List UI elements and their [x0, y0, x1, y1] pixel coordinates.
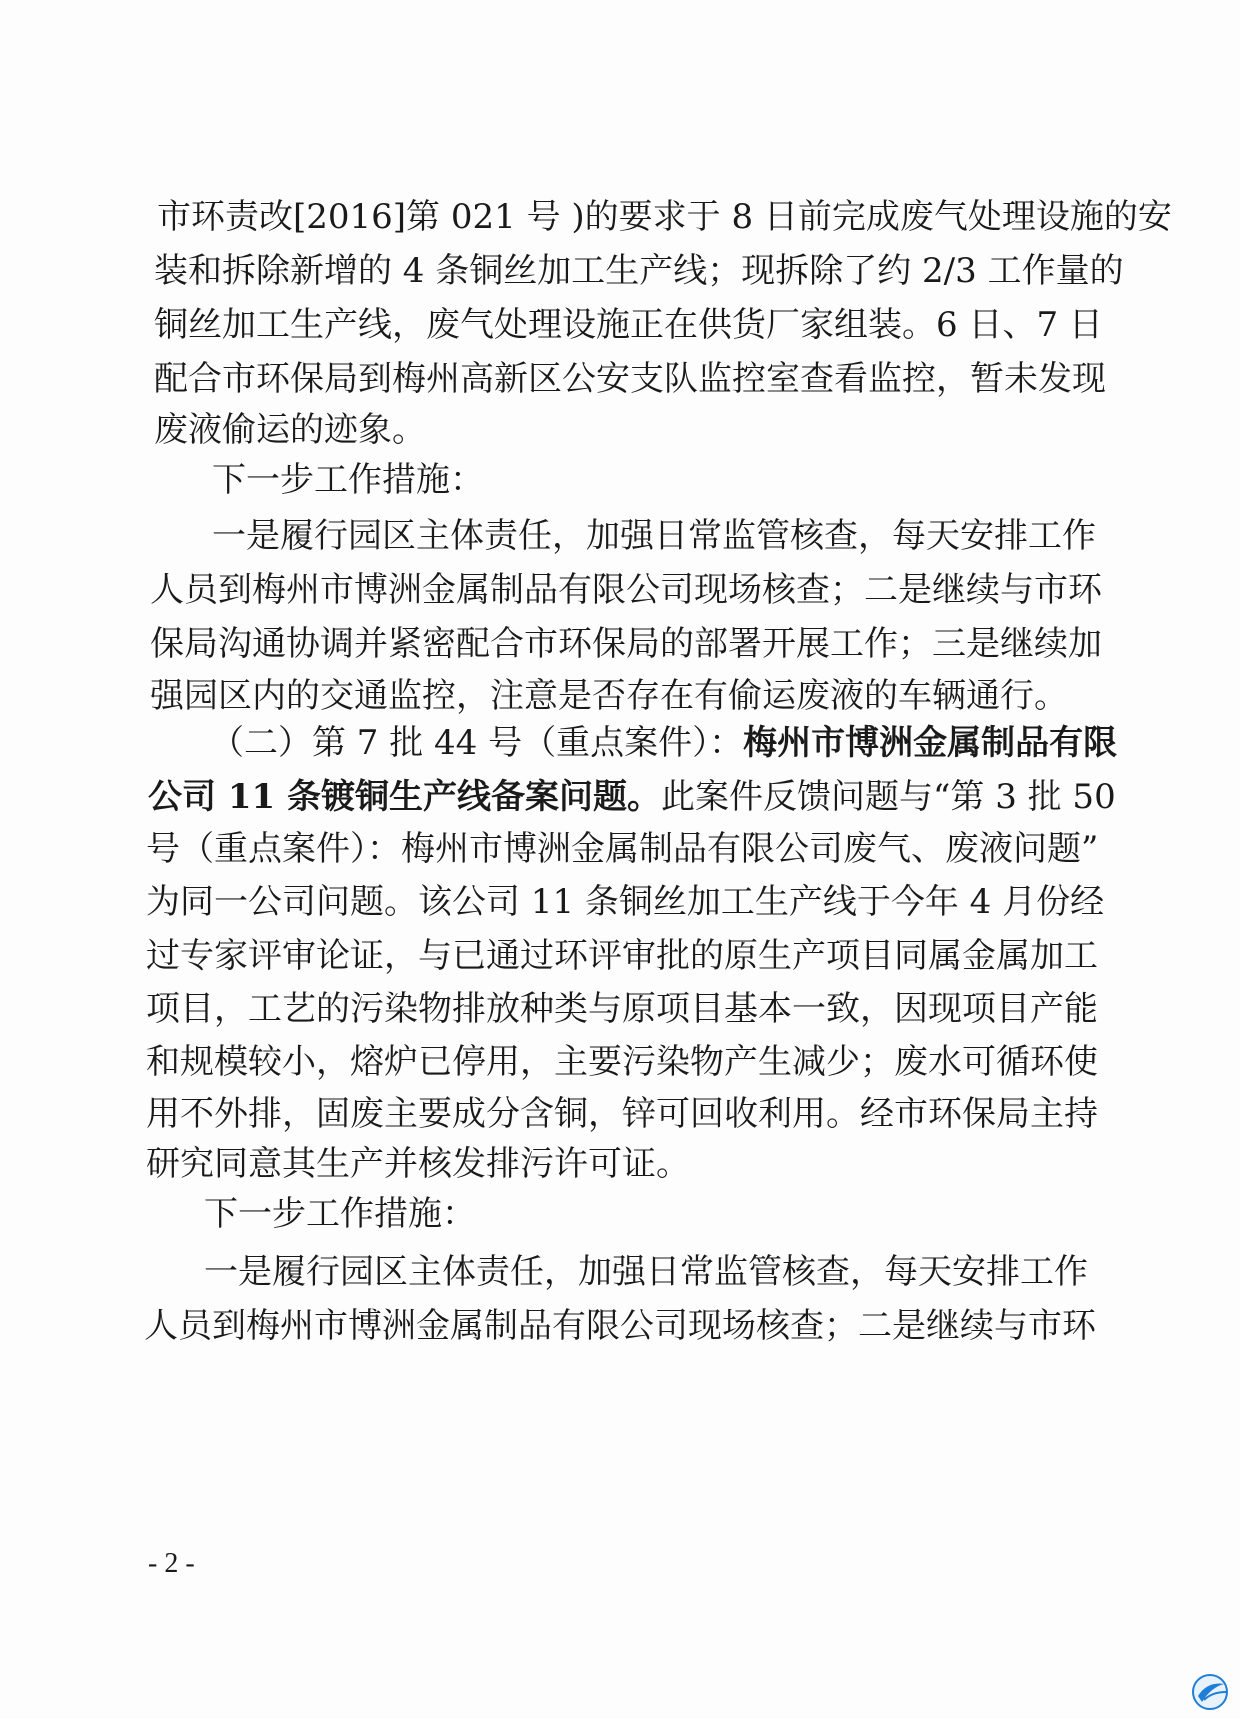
paragraph-3-line-3: 号（重点案件）：梅州市博洲金属制品有限公司废气、废液问题”	[146, 829, 1099, 869]
case-title-bold-part-2: 公司 11 条镀铜生产线备案问题。	[148, 777, 661, 817]
paragraph-3-line-5: 过专家评审论证，与已通过环评审批的原生产项目同属金属加工	[146, 936, 1098, 976]
paragraph-2-line-4: 强园区内的交通监控，注意是否存在有偷运废液的车辆通行。	[150, 676, 1068, 716]
paragraph-3-line-7: 和规模较小，熔炉已停用，主要污染物产生减少；废水可循环使	[146, 1042, 1098, 1082]
next-steps-heading-1: 下一步工作措施：	[212, 460, 484, 500]
paragraph-1-line-5: 废液偷运的迹象。	[154, 410, 426, 450]
page-number: - 2 -	[148, 1548, 195, 1579]
paragraph-1-line-3: 铜丝加工生产线，废气处理设施正在供货厂家组装。6 日、7 日	[154, 305, 1103, 345]
case-number-text: （二）第 7 批 44 号（重点案件）：	[210, 723, 744, 763]
paragraph-1-line-2: 装和拆除新增的 4 条铜丝加工生产线；现拆除了约 2/3 工作量的	[154, 251, 1124, 291]
paragraph-3-line-4: 为同一公司问题。该公司 11 条铜丝加工生产线于今年 4 月份经	[146, 882, 1105, 922]
paragraph-3-line-9: 研究同意其生产并核发排污许可证。	[146, 1144, 690, 1184]
paragraph-2-line-3: 保局沟通协调并紧密配合市环保局的部署开展工作；三是继续加	[150, 624, 1102, 664]
paragraph-3-line-8: 用不外排，固废主要成分含铜，锌可回收利用。经市环保局主持	[146, 1094, 1098, 1134]
paragraph-2-line-2: 人员到梅州市博洲金属制品有限公司现场核查；二是继续与市环	[150, 570, 1102, 610]
paragraph-3-line-6: 项目，工艺的污染物排放种类与原项目基本一致，因现项目产能	[146, 989, 1098, 1029]
paragraph-3-line-2	[148, 777, 1116, 817]
paragraph-3-line-1	[210, 723, 1118, 763]
paragraph-4-line-1: 一是履行园区主体责任，加强日常监管核查，每天安排工作	[204, 1252, 1088, 1292]
paragraph-1-line-4: 配合市环保局到梅州高新区公安支队监控室查看监控，暂未发现	[154, 359, 1106, 399]
case-intro-text: 此案件反馈问题与“第 3 批 50	[661, 777, 1116, 817]
case-title-bold-part-1: 梅州市博洲金属制品有限	[743, 723, 1118, 763]
paragraph-4-line-2: 人员到梅州市博洲金属制品有限公司现场核查；二是继续与市环	[144, 1306, 1096, 1346]
paragraph-1-line-1: 市环责改[2016]第 021 号 )的要求于 8 日前完成废气处理设施的安	[157, 197, 1172, 237]
next-steps-heading-2: 下一步工作措施：	[204, 1194, 476, 1234]
logo-icon	[1190, 1672, 1230, 1712]
paragraph-2-line-1: 一是履行园区主体责任，加强日常监管核查，每天安排工作	[212, 516, 1096, 556]
